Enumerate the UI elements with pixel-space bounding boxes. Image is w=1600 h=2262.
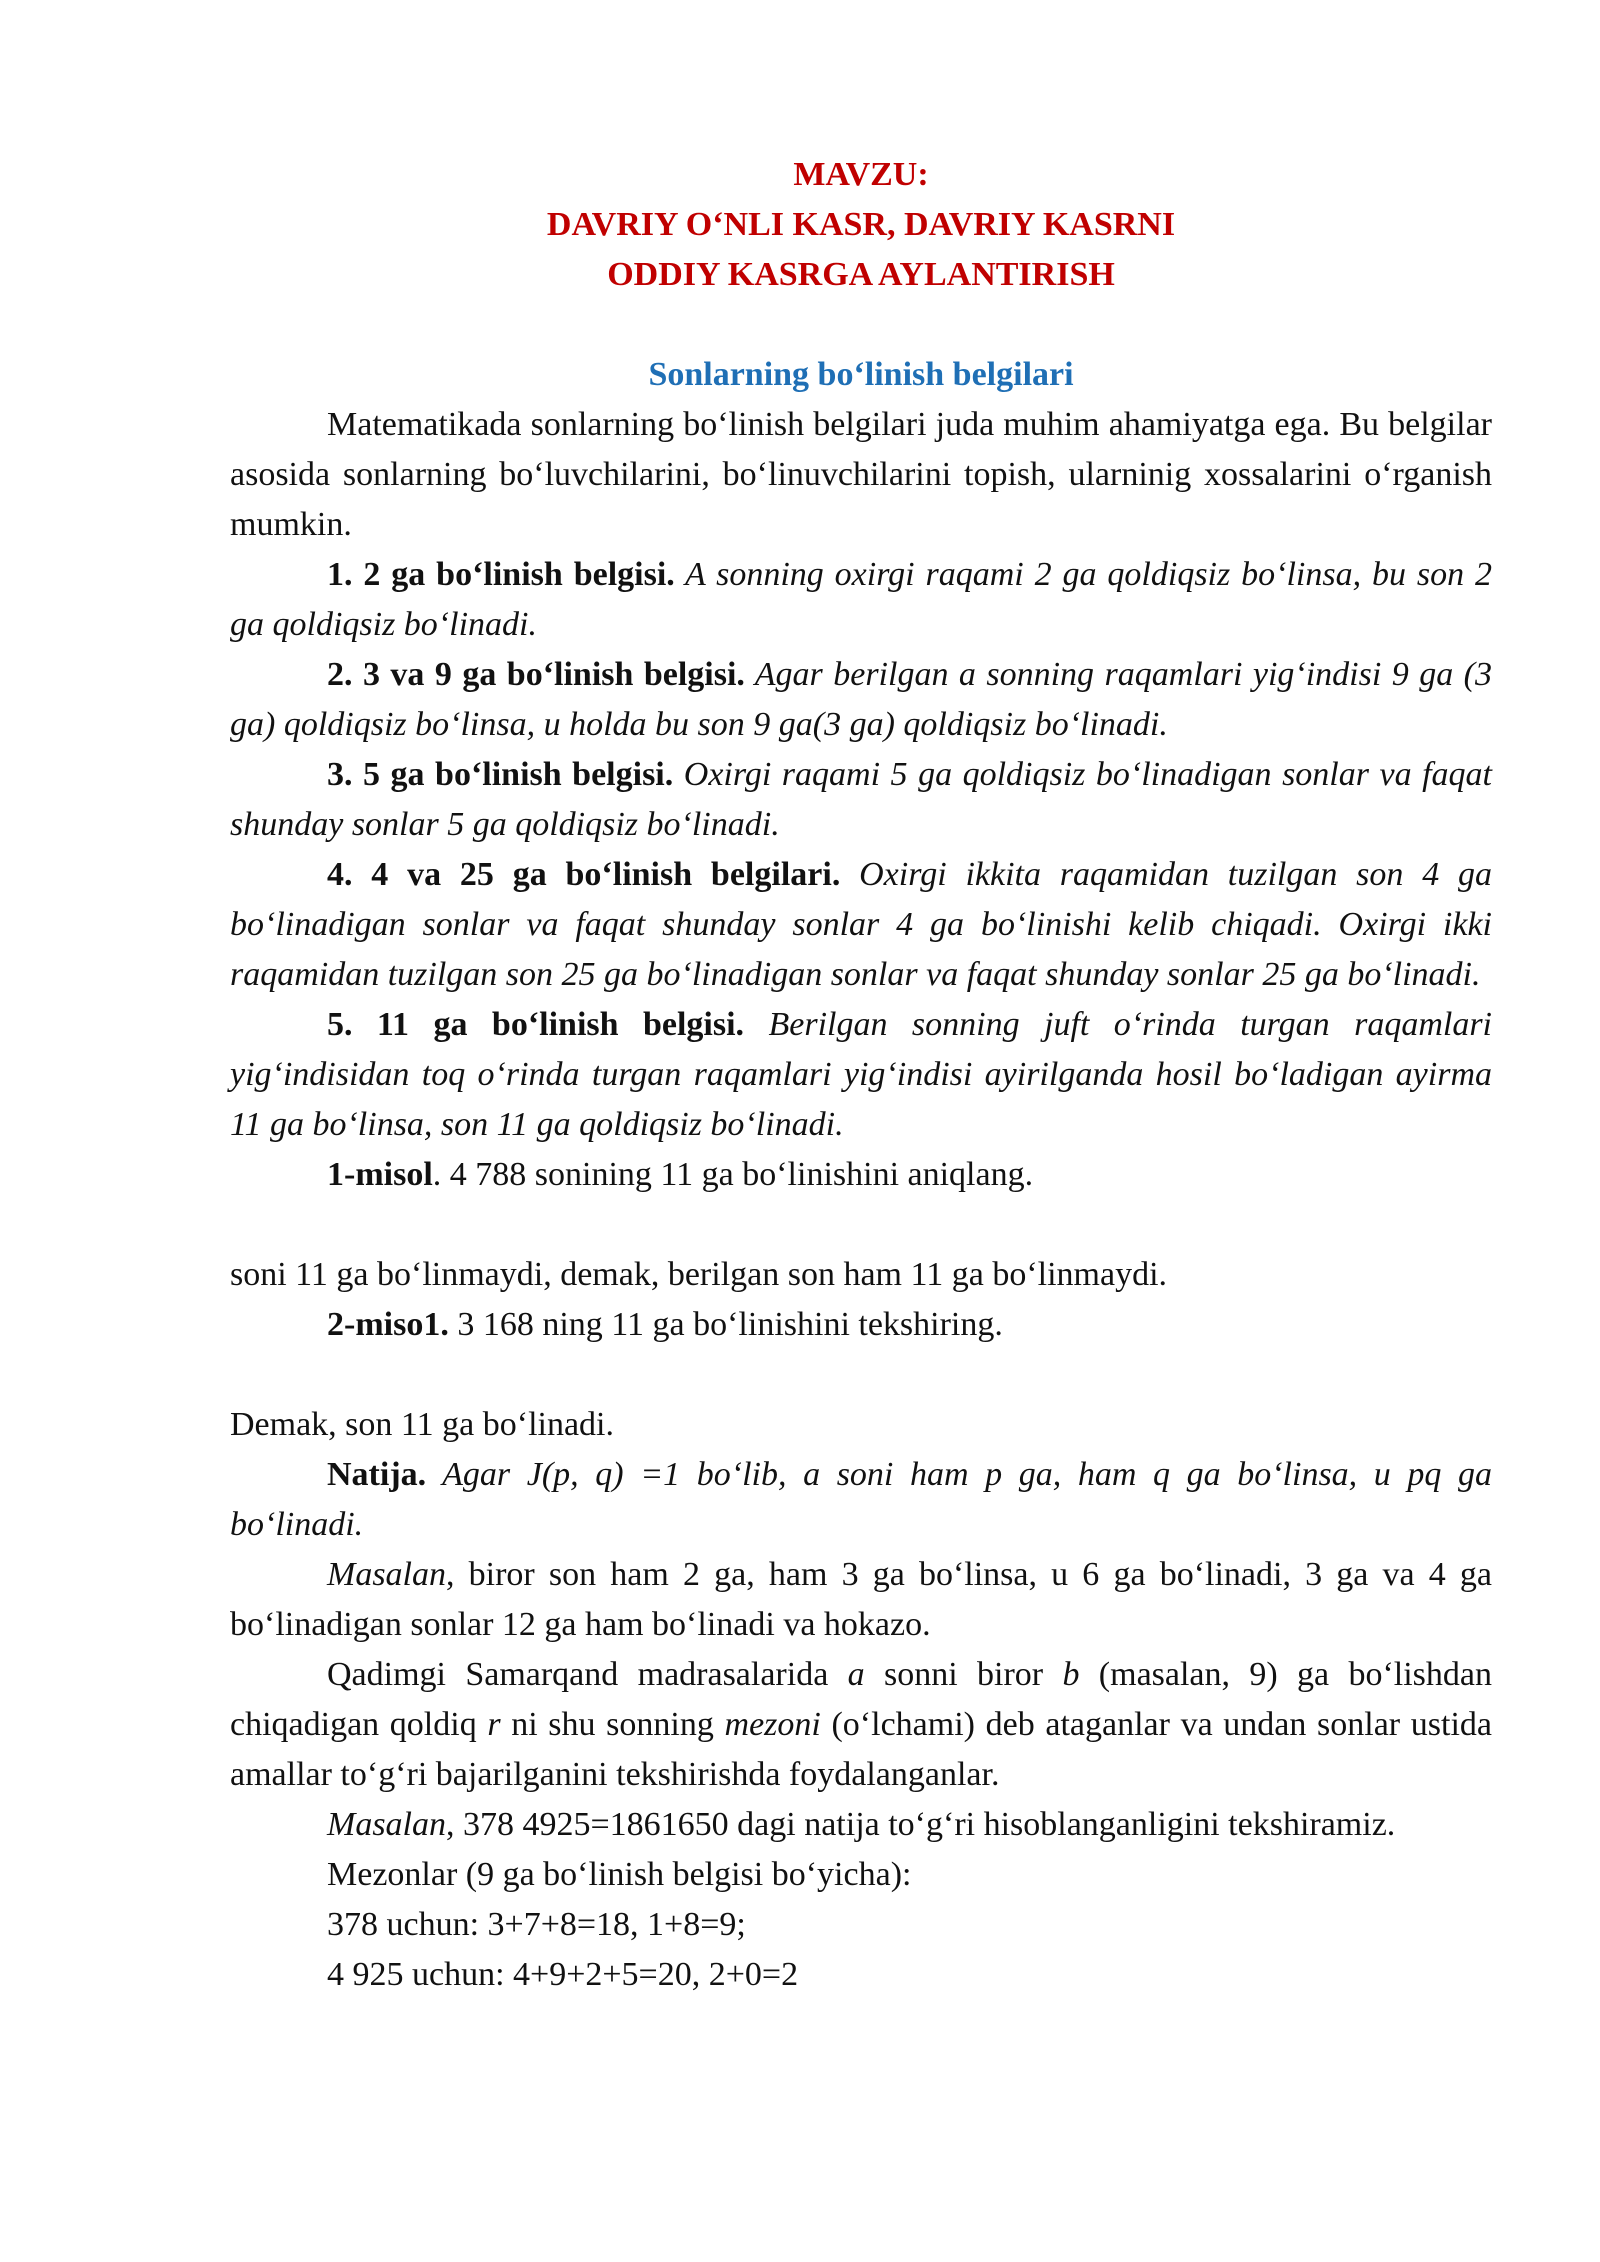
term-mezoni: mezoni <box>724 1706 821 1743</box>
masalan-2-text: , 378 4925=1861650 dagi natija to‘g‘ri hisoblanganligini tekshiramiz. <box>446 1806 1396 1843</box>
example-1-result: soni 11 ga bo‘linmaydi, demak, berilgan son ham 11 ga bo‘linmaydi. <box>230 1256 1168 1293</box>
natija-paragraph <box>230 1450 1492 1550</box>
rule-5-text: Berilgan sonning juft o‘rinda turgan raqamlari yig‘indisidan toq o‘rinda turgan raqamlari yig‘indisi ayirilganda hosil bo‘ladigan ayirma 11 ga bo‘linsa, son 11 ga qoldiqsiz bo‘linadi. <box>230 1006 1492 1143</box>
intro-paragraph: Matematikada sonlarning bo‘linish belgilari juda muhim ahamiyatga ega. Bu belgilar asosida sonlarning bo‘luvchilarini, bo‘linuvchilarini topish, ularninig xossalarini o‘rganish mumkin. <box>230 406 1492 543</box>
masalan-paragraph-1 <box>230 1550 1492 1650</box>
title-line-2: DAVRIY O‘NLI KASR, DAVRIY KASRNI <box>546 206 1176 243</box>
rule-1-head: 1. 2 ga bo‘linish belgisi. <box>327 556 675 593</box>
rule-4-head: 4. 4 va 25 ga bo‘linish belgilari. <box>327 856 841 893</box>
rule-3 <box>230 750 1492 850</box>
title-line-3: ODDIY KASRGA AYLANTIRISH <box>607 256 1115 293</box>
qadimgi-paragraph <box>230 1650 1492 1800</box>
rule-1 <box>230 550 1492 650</box>
rule-4-text: Oxirgi ikkita raqamidan tuzilgan son 4 ga bo‘linadigan sonlar va faqat shunday sonlar 4 ga bo‘linishi kelib chiqadi. Oxirgi ikki raqamidan tuzilgan son 25 ga bo‘linadigan sonlar va faqat shunday sonlar 25 ga bo‘linadi. <box>230 856 1493 993</box>
title-line-1: MAVZU: <box>793 156 929 193</box>
masalan-2-lead: Masalan <box>327 1806 446 1843</box>
rule-2-text: Agar berilgan a sonning raqamlari yig‘indisi 9 ga (3 ga) qoldiqsiz bo‘linsa, u holda bu son 9 ga(3 ga) qoldiqsiz bo‘linadi. <box>230 656 1492 743</box>
var-b: b <box>1062 1656 1080 1693</box>
qadimgi-text-1: Qadimgi Samarqand madrasalarida <box>327 1656 848 1693</box>
masalan-1-lead: Masalan <box>327 1556 446 1593</box>
example-2-result: Demak, son 11 ga bo‘linadi. <box>230 1406 614 1443</box>
mezonlar-head: Mezonlar (9 ga bo‘linish belgisi bo‘yicha): <box>327 1856 912 1893</box>
example-1-head: 1-misol <box>327 1156 433 1193</box>
natija-head: Natija. <box>327 1456 427 1493</box>
document-title <box>230 150 1492 300</box>
rule-2-head: 2. 3 va 9 ga bo‘linish belgisi. <box>327 656 745 693</box>
example-1-text: . 4 788 sonining 11 ga bo‘linishini aniqlang. <box>432 1156 1034 1193</box>
rule-2 <box>230 650 1492 750</box>
qadimgi-text-4: ni shu sonning <box>500 1706 725 1743</box>
natija-text: Agar J(p, q) =1 bo‘lib, a soni ham p ga, ham q ga bo‘linsa, u pq ga bo‘linadi. <box>230 1456 1492 1543</box>
section-subtitle: Sonlarning bo‘linish belgilari <box>648 356 1074 393</box>
var-a: a <box>847 1656 865 1693</box>
var-r: r <box>487 1706 501 1743</box>
rule-5 <box>230 1000 1492 1150</box>
mezonlar-line-2: 4 925 uchun: 4+9+2+5=20, 2+0=2 <box>327 1956 799 1993</box>
masalan-paragraph-2 <box>230 1800 1492 1850</box>
spacer <box>230 1350 1492 1400</box>
example-2-head: 2-miso1. <box>327 1306 449 1343</box>
example-2-text: 3 168 ning 11 ga bo‘linishini tekshiring. <box>448 1306 1003 1343</box>
qadimgi-text-3: (masalan, 9) ga bo‘lishdan chiqadigan qoldiq <box>230 1656 1492 1743</box>
mezonlar-line-1: 378 uchun: 3+7+8=18, 1+8=9; <box>327 1906 746 1943</box>
rule-1-text: A sonning oxirgi raqami 2 ga qoldiqsiz bo‘linsa, bu son 2 ga qoldiqsiz bo‘linadi. <box>230 556 1492 643</box>
qadimgi-text-2: sonni biror <box>864 1656 1063 1693</box>
masalan-1-text: , biror son ham 2 ga, ham 3 ga bo‘linsa, u 6 ga bo‘linadi, 3 ga va 4 ga bo‘linadigan sonlar 12 ga ham bo‘linadi va hokazo. <box>230 1556 1492 1643</box>
rule-3-head: 3. 5 ga bo‘linish belgisi. <box>327 756 674 793</box>
spacer <box>230 1200 1492 1250</box>
document-page <box>230 150 1492 2000</box>
rule-3-text: Oxirgi raqami 5 ga qoldiqsiz bo‘linadigan sonlar va faqat shunday sonlar 5 ga qoldiqsiz bo‘linadi. <box>230 756 1492 843</box>
qadimgi-text-5: (o‘lchami) deb ataganlar va undan sonlar ustida amallar to‘g‘ri bajarilganini tekshirishda foydalanganlar. <box>230 1706 1492 1793</box>
example-1 <box>230 1150 1492 1200</box>
rule-5-head: 5. 11 ga bo‘linish belgisi. <box>327 1006 745 1043</box>
example-2 <box>230 1300 1492 1350</box>
rule-4 <box>230 850 1492 1000</box>
